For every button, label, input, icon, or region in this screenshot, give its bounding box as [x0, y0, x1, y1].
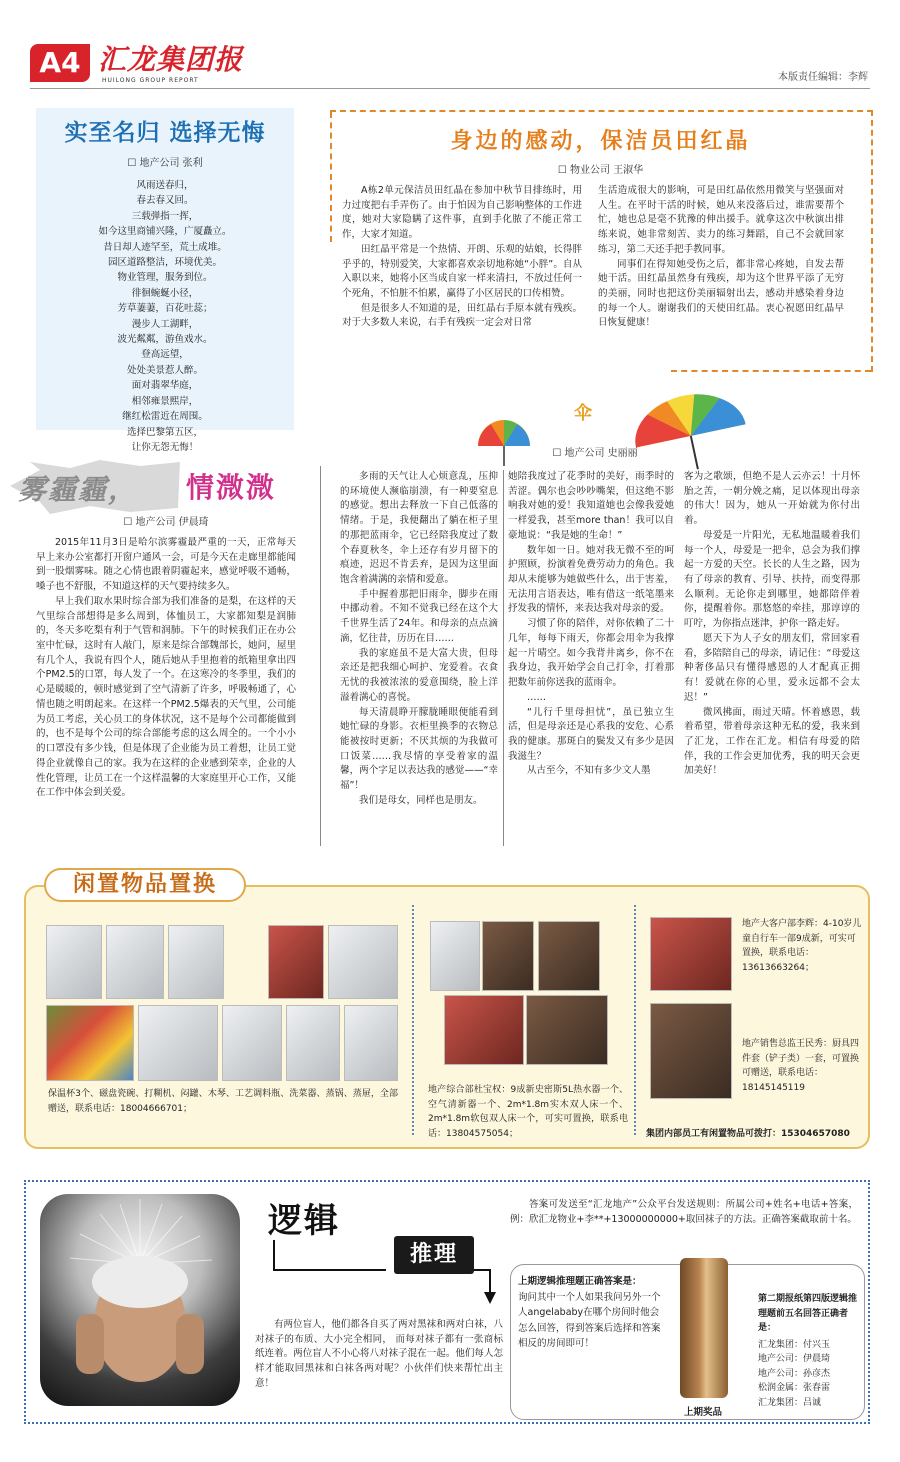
page-badge: A4 — [30, 44, 90, 82]
paper-logo-en: HUILONG GROUP REPORT — [102, 77, 199, 84]
poem-lines — [36, 178, 294, 455]
photo-plates — [106, 925, 164, 999]
umbrella-title: 伞 — [574, 403, 592, 424]
exchange-title: 闲置物品置换 — [44, 868, 246, 902]
umbrella-small-icon — [476, 418, 532, 470]
paragraph: 从古至今，不知有多少文人墨 — [527, 765, 651, 777]
umbrella-byline: ☐ 地产公司 史丽丽 — [552, 448, 638, 459]
photo-steamer — [328, 925, 398, 999]
poem-line: 芳草萋萋，百花吐蕊； — [117, 303, 213, 315]
exchange-item-2: 地产综合部杜宝权：9成新史密斯5L热水器一个、空气清新器一个、2m*1.8m实木双人床一个、2m*1.8m软包双人床一个，可实可置换，联系电话：13804575054； — [428, 1085, 628, 1139]
photo-jars — [138, 1005, 218, 1081]
poem-line: 处处美景惹人醉。 — [126, 364, 203, 376]
dotted-divider — [412, 905, 414, 1135]
poem-line: 选择巴黎第五区， — [126, 426, 203, 438]
paragraph: A栋2单元保洁员田红晶在参加中秋节目排练时，用力过度把右手弄伤了。由于怕因为自己影响整体的工作进度，她对大家隐瞒了这件事，直到手化脓了不能正常工作，大家才知道。 — [342, 185, 582, 241]
answer-title: 上期逻辑推理题正确答案是： — [518, 1276, 642, 1287]
photo-pot — [286, 1005, 340, 1081]
photo-xylophone — [46, 1005, 134, 1081]
cleaner-byline: ☐ 物业公司 王淑华 — [557, 165, 644, 176]
poem-line: 如今这里商铺兴隆，广厦矗立。 — [98, 226, 232, 238]
prize-cup-photo — [680, 1258, 728, 1398]
paragraph: 同事们在得知她受伤之后，都非常心疼她，自发去帮她干活。田红晶虽然身有残疾，却为这个世界平添了无穷的美丽，同时也把这份美丽辐射出去，感动并感染着身边的每一个人。谢谢我们的天使田红晶。衷心祝愿田红晶早日恢复健康！ — [598, 258, 844, 329]
paragraph: 2015年11月3日是哈尔滨雾霾最严重的一天，正常每天早上来办公室都打开窗户通风一会，可是今天在走廊里都能闻到一股烟雾味。随之心情也跟着阴霾起来，感觉呼吸不通畅，嗓子也不舒服，不知道这样的天气要持续多久。 — [36, 537, 296, 593]
paragraph: 数年如一日。她对我无微不至的呵护照顾，扮演着免费劳动力的角色。我却从未能够为她做些什么，出于害羞，无法用言语表达，唯有借这一纸笔墨来抒发我的情怀，来表达我对母亲的爱。 — [508, 544, 674, 615]
photo-colander — [344, 1005, 398, 1081]
paragraph: 答案可发送至“汇龙地产”公众平台发送规则：所属公司+姓名+电话+答案，例：欣汇龙物业+李**+13000000000+取回袜子的方法。正确答案截取前十名。 — [510, 1199, 858, 1225]
paragraph: “儿行千里母担忧”，虽已独立生活，但是母亲还是心系我的安危、心系我的健康。那斑白的鬓发又有多少是因我滋生？ — [508, 706, 674, 762]
photo-thermos — [46, 925, 102, 999]
poem-byline: ☐ 地产公司 张利 — [127, 158, 203, 169]
poem-line: 物业管理，服务到位。 — [117, 272, 213, 284]
paragraph: 多雨的天气让人心烦意乱，压抑的环境使人濒临崩溃，有一种要窒息的感觉。想出去释放一下自己低落的情绪。于是，我便翻出了躺在柜子里的那把蓝雨伞，它已经陪我度过了数个春夏秋冬，伞上还存有岁月留下的痕迹，迟迟不肯丢弃，是因为这里面饱含着满满的亲情和爱意。 — [340, 471, 498, 586]
masthead — [30, 44, 870, 88]
umbrella-col-2 — [508, 470, 674, 779]
paragraph: 但是很多人不知道的是，田红晶右手原本就有残疾。对于大多数人来说，右手有残疾一定会对日常 — [342, 302, 582, 329]
photo-tray — [222, 1005, 282, 1081]
poem-line: 三载弹指一挥， — [131, 210, 199, 222]
paragraph: 每天清晨睁开朦胧睡眼便能看到她忙碌的身影。衣柜里换季的衣物总能被按时更新；不厌其烦的为我做可口饭菜……我尽情的享受着家的温馨，两个字足以表达我的感觉——“幸福”！ — [340, 706, 498, 792]
paragraph: 微风拂面，雨过天晴。怀着感恩，载着希望，带着母亲这种无私的爱，我来到了汇龙，工作在汇龙。相信有母爱的陪伴，我的工作会更加优秀，我的明天会更加美好！ — [684, 706, 860, 777]
logic-title-1: 逻辑 — [268, 1201, 340, 1241]
photo-blender — [268, 925, 324, 999]
exchange-item-1: 保温杯3个、磁盘瓷碗、打糊机、闷罐、木琴、工艺调料瓶、洗菜器、蒸锅、蒸屉，全部赠送，联系电话：18004666701； — [48, 1089, 398, 1114]
photo-water-heater — [430, 921, 480, 991]
exchange-hotline: 集团内部员工有闲置物品可拨打：15304657080 — [646, 1129, 850, 1139]
cleaner-col-2 — [598, 184, 844, 331]
haze-byline: ☐ 地产公司 伊晨琦 — [123, 517, 209, 528]
column-divider — [320, 466, 321, 846]
poem-line: 风雨送春归， — [136, 180, 194, 191]
photo-bed-1 — [444, 995, 524, 1065]
cleaner-col-1 — [342, 184, 582, 331]
poem-line: 春去春又回。 — [136, 195, 194, 207]
logic-title-2: 推理 — [394, 1236, 474, 1274]
winner-item: 汇龙集团：付兴玉 — [758, 1339, 831, 1350]
header-rule — [30, 88, 870, 89]
haze-title — [10, 460, 300, 514]
paragraph: …… — [527, 691, 546, 703]
photo-air-purifier — [482, 921, 534, 991]
cleaner-article — [330, 110, 873, 372]
haze-title-gray: 雾霾霾， — [18, 473, 139, 506]
exchange-item-4: 地产销售总监王民秀：厨具四件套（铲子类）一套，可置换可赠送，联系电话：18145145119 — [742, 1039, 860, 1093]
paragraph: 她陪我度过了花季时的美好，雨季时的苦涩。偶尔也会吵吵嘴架，但这绝不影响我对她的爱！我知道她也会像我爱她一样爱我，甚至more than！我可以自豪地说：“我是她的生命！” — [508, 471, 674, 541]
paragraph: 田红晶平常是一个热情、开朗、乐观的姑娘，长得胖乎乎的，特别爱笑，大家都喜欢亲切地称她“小胖”。自从入职以来，她将小区当成自家一样来清扫，不放过任何一个死角，不怕脏不怕累，赢得了小区居民的口传相赞。 — [342, 243, 582, 300]
poem-article — [36, 108, 294, 453]
paragraph: 习惯了你的陪伴，对你依赖了二十几年，每每下雨天，你都会用伞为我撑起一片晴空。如今我背井离乡，你不在我身边，我开始学会自己打伞，打着那把数年前你送我的蓝雨伞。 — [508, 618, 674, 689]
paragraph: 我的家庭虽不是大富大贵，但母亲还是把我细心呵护、宠爱着。衣食无忧的我被浓浓的爱意围绕，脸上洋溢着满心的喜悦。 — [340, 647, 498, 703]
paper-logo: 汇龙集团报 — [98, 43, 244, 76]
poem-line: 昔日却人迹罕至，荒土成堆。 — [103, 241, 227, 253]
poem-line: 园区道路整洁，环境优美。 — [107, 257, 222, 269]
poem-line: 面对翡翠华庭， — [131, 380, 199, 392]
paragraph: 我们是母女，同样也是朋友。 — [359, 794, 483, 806]
logic-answer — [518, 1274, 666, 1352]
winner-item: 地产公司：孙彦杰 — [758, 1368, 831, 1379]
poem-line: 相邻雍景熙岸， — [131, 395, 199, 407]
umbrella-col-1 — [340, 470, 498, 809]
paragraph: 生活造成很大的影响，可是田红晶依然用微笑与坚强面对人生。在平时干活的时候，她从来没落后过，谁需要帮个忙，她也总是毫不犹豫的伸出援手。就拿这次中秋演出排练来说，她非常刻苦、卖力的练习舞蹈，自己不会就回家练习，第二天还手把手教同事。 — [598, 185, 844, 255]
exchange-box — [24, 885, 870, 1149]
dashed-border-bottom — [671, 370, 871, 372]
logic-rules — [510, 1198, 858, 1227]
exchange-item-3: 地产大客户部李辉：4-10岁儿童自行车一部9成新，可实可置换，联系电话：13613663264； — [742, 919, 862, 973]
photo-bowls — [168, 925, 224, 999]
poem-line: 继红松雷近在周围。 — [122, 411, 208, 423]
winners-list — [758, 1292, 864, 1410]
poem-line: 登高远望， — [141, 349, 189, 361]
thinking-man-illustration — [40, 1194, 240, 1406]
poem-line: 让你无怨无悔！ — [131, 441, 199, 453]
winners-title: 第二期报纸第四版逻辑推理题前五名回答正确者是： — [758, 1294, 858, 1333]
prize-label: 上期奖品 — [684, 1407, 723, 1418]
paragraph: 客为之歌颂，但绝不是人云亦云！十月怀胎之苦，一朝分娩之痛，足以体现出母亲的伟大！因为，她从一开始就为你付出着。 — [684, 471, 860, 527]
logic-question — [255, 1318, 503, 1392]
winner-item: 地产公司：伊晨琦 — [758, 1354, 831, 1364]
umbrella-col-3 — [684, 470, 860, 779]
paragraph: 愿天下为人子女的朋友们，常回家看看，多陪陪自己的母亲，请记住：“母爱这种奢侈品只有懂得感恩的人才配真正拥有！爱就在你的心里，爱永远都不会太迟！” — [684, 632, 860, 703]
poem-line: 漫步人工湖畔， — [131, 318, 199, 330]
photo-utensils — [650, 1003, 732, 1099]
haze-body — [36, 536, 296, 801]
paragraph: 母爱是一片阳光，无私地温暖着我们每一个人，母爱是一把伞，总会为我们撑起一方爱的天空。长长的人生之路，因为有了母亲的教育、引导、扶持，而变得那么顺利。无论你走到哪里，她都陪伴着你，提醒着你。那悠悠的牵挂，那谆谆的叮咛，为你指点迷津，护你一路走好。 — [684, 529, 860, 630]
photo-bed-2 — [526, 995, 608, 1065]
editor-credit: 本版责任编辑：李辉 — [778, 72, 868, 83]
photo-desk — [538, 921, 600, 991]
paragraph: 手中握着那把旧雨伞，脚步在雨中挪动着。不知不觉我已经在这个大千世界生活了24年。和母亲的点点滴滴，忆往昔，历历在目…… — [340, 588, 498, 644]
photo-bicycle — [650, 917, 732, 991]
winner-item: 汇龙集团：吕诚 — [758, 1397, 822, 1408]
thinking-man-photo — [40, 1194, 240, 1406]
poem-title: 实至名归 选择无悔 — [64, 120, 266, 146]
paragraph: 早上我们取水果时综合部为我们准备的是梨，在这样的天气里综合部想得是多么周到，体恤员工，大家都知梨是润肺的，冬天多吃梨有利于气管和润肺。下午的时候我们正在办公室中忙碌，这时有人敲门，原来是综合部魏部长，她问，屋里有几个人，我说有四个人，随后她从手里抱着的纸箱里拿出四个PM2.5的口罩，每人发了一个。在这寒冷的冬季里，我们的心是暖暖的，顿时感觉到了空气清新了许多，呼吸畅通了，心情也随之明朗起来。在这样一个PM2.5爆表的天气里，公司能为员工考虑，关心员工的身体状况，这不是每个公司都能做到的，也不是每个公司的综合部能考虑的这么周全的。一个小小的口罩没有多少钱，但是体现了企业能为员工着想，让员工觉得企业就像自己的家。我为在这样的企业感到荣幸，企业的人性化管理，让员工在一个这样温馨的大家庭里开心工作，又能在工作中体会到关爱。 — [36, 595, 296, 799]
poem-line: 波光粼粼，游鱼戏水。 — [117, 334, 213, 346]
poem-line: 徘徊蜿蜒小径， — [131, 287, 199, 299]
dotted-divider — [634, 905, 636, 1135]
column-divider — [503, 470, 504, 846]
winner-item: 松润金属：张春雷 — [758, 1383, 831, 1393]
cleaner-title: 身边的感动，保洁员田红晶 — [450, 128, 751, 154]
answer-text: 询问其中一个人如果我问另外一个人angelababy在哪个房间时他会怎么回答，得到答案后选择和答案相反的房间即可！ — [518, 1291, 661, 1349]
haze-title-pink: 情溦溦 — [186, 471, 277, 504]
paragraph: 有两位盲人，他们都各自买了两对黑袜和两对白袜，八对袜子的布质、大小完全相同， 而每对袜子都有一张商标纸连着。两位盲人不小心将八对袜子混在一起。他们每人怎样才能取回黑袜和白袜各两对呢？小伙伴们快来帮忙出主意！ — [255, 1319, 503, 1389]
